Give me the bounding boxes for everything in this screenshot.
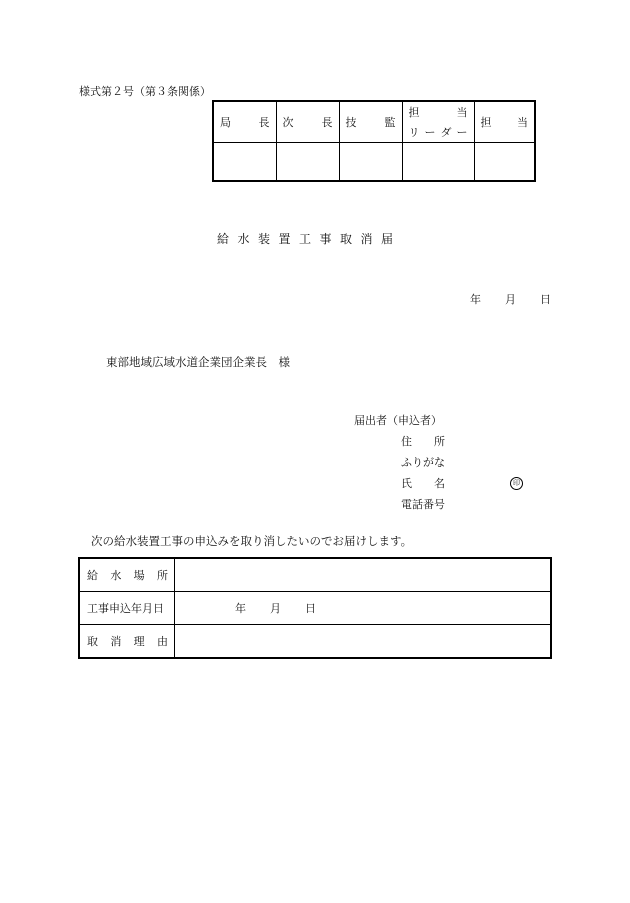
applicant-heading: 届出者（申込者） — [354, 414, 442, 427]
approval-header-deputy: 次 長 — [276, 101, 339, 142]
approval-header-engineer: 技 監 — [339, 101, 402, 142]
form-number: 様式第２号（第３条関係） — [79, 85, 211, 98]
approval-stamp-table — [212, 100, 536, 182]
approval-header-leader: 担 当 リ ー ダ ー — [402, 101, 474, 142]
location-label: 給 水 場 所 — [79, 558, 175, 592]
table-row — [79, 592, 551, 625]
statement-text: 次の給水装置工事の申込みを取り消したいのでお届けします。 — [91, 534, 413, 548]
address-label: 住 所 — [401, 435, 445, 448]
document-title: 給水装置工事取消届 — [217, 232, 402, 246]
reason-field[interactable] — [175, 625, 552, 659]
table-row — [79, 558, 551, 592]
stamp-cell-deputy[interactable] — [276, 142, 339, 181]
approval-header-director: 局 長 — [213, 101, 276, 142]
reason-label: 取 消 理 由 — [79, 625, 175, 659]
application-date-month: 月 — [270, 602, 281, 615]
details-table — [78, 557, 552, 659]
stamp-cell-staff[interactable] — [474, 142, 535, 181]
stamp-cell-leader[interactable] — [402, 142, 474, 181]
date-year: 年 — [470, 293, 481, 306]
addressee: 東部地域広域水道企業団企業長 様 — [106, 355, 290, 369]
application-date-day: 日 — [305, 602, 316, 615]
stamp-cell-director[interactable] — [213, 142, 276, 181]
date-month: 月 — [505, 293, 516, 306]
stamp-cell-engineer[interactable] — [339, 142, 402, 181]
furigana-label: ふりがな — [401, 456, 445, 469]
date-day: 日 — [540, 293, 551, 306]
name-label: 氏 名 — [401, 477, 445, 490]
application-date-year: 年 — [235, 602, 246, 615]
application-date-field[interactable] — [175, 592, 552, 625]
approval-header-staff: 担 当 — [474, 101, 535, 142]
location-field[interactable] — [175, 558, 552, 592]
phone-label: 電話番号 — [401, 498, 445, 511]
seal-mark: 印 — [510, 477, 523, 490]
application-date-label: 工事申込年月日 — [79, 592, 175, 625]
table-row — [79, 625, 551, 659]
